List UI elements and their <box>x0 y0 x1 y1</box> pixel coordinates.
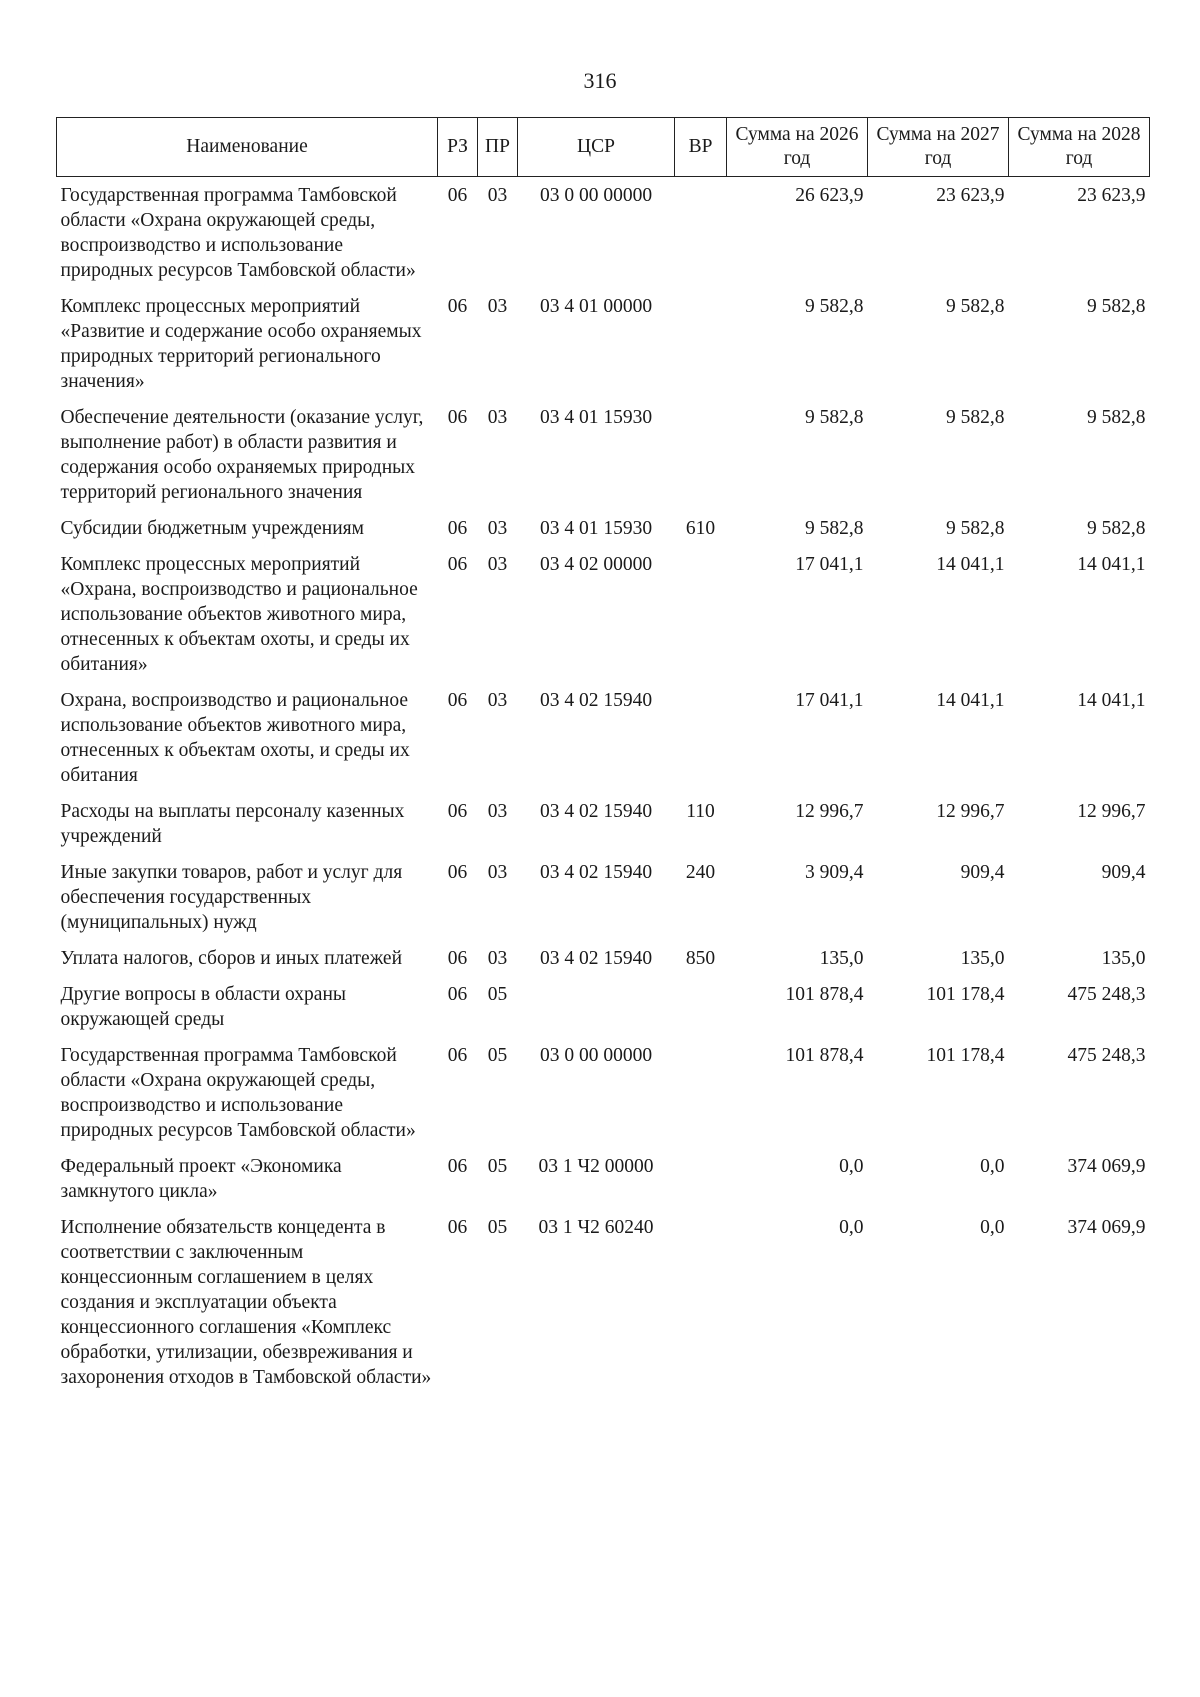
row-sum-2026: 17 041,1 <box>795 554 864 575</box>
row-vr <box>675 177 727 289</box>
row-vr: 850 <box>685 948 716 969</box>
budget-table <box>56 117 1150 1395</box>
row-pr: 05 <box>487 1045 508 1066</box>
row-sum-2027: 9 582,8 <box>946 296 1005 317</box>
row-name: Комплекс процессных мероприятий «Развитие и содержание особо охраняемых природных территорий регионального значения» <box>60 296 422 392</box>
row-sum-2027: 14 041,1 <box>936 690 1005 711</box>
row-rz: 06 <box>447 407 468 428</box>
row-sum-2028: 909,4 <box>1101 862 1146 883</box>
row-csr: 03 0 00 00000 <box>539 185 653 206</box>
row-pr: 03 <box>487 948 508 969</box>
row-sum-2027: 135,0 <box>960 948 1005 969</box>
table-row <box>57 546 1150 682</box>
row-name: Уплата налогов, сборов и иных платежей <box>60 948 403 969</box>
row-sum-2026: 3 909,4 <box>805 862 864 883</box>
row-rz: 06 <box>447 518 468 539</box>
row-csr: 03 4 02 15940 <box>539 948 653 969</box>
row-pr: 03 <box>487 862 508 883</box>
row-csr: 03 1 Ч2 60240 <box>538 1217 654 1238</box>
row-sum-2027: 101 178,4 <box>926 1045 1005 1066</box>
row-name: Исполнение обязательств концедента в соответствии с заключенным концессионным соглашением в целях создания и эксплуатации объекта концессионного соглашения «Комплекс обработки, утилизации, обезвреживания и захоронения отходов в Тамбовской области» <box>60 1217 432 1388</box>
row-sum-2027: 101 178,4 <box>926 984 1005 1005</box>
row-pr: 03 <box>487 518 508 539</box>
row-csr: 03 4 01 00000 <box>539 296 653 317</box>
row-sum-2028: 9 582,8 <box>1087 407 1146 428</box>
row-sum-2028: 9 582,8 <box>1087 518 1146 539</box>
row-vr <box>675 1037 727 1148</box>
row-sum-2026: 12 996,7 <box>795 801 864 822</box>
row-csr <box>518 976 675 1037</box>
row-sum-2028: 475 248,3 <box>1067 984 1146 1005</box>
row-sum-2027: 0,0 <box>980 1156 1005 1177</box>
row-vr: 110 <box>686 801 715 822</box>
row-csr: 03 4 01 15930 <box>539 518 653 539</box>
row-sum-2028: 374 069,9 <box>1067 1156 1146 1177</box>
row-sum-2026: 9 582,8 <box>805 407 864 428</box>
row-name: Другие вопросы в области охраны окружающей среды <box>60 984 346 1030</box>
row-sum-2028: 9 582,8 <box>1087 296 1146 317</box>
row-rz: 06 <box>447 984 468 1005</box>
row-rz: 06 <box>447 801 468 822</box>
row-name: Обеспечение деятельности (оказание услуг, выполнение работ) в области развития и содержания особо охраняемых природных территорий регионального значения <box>60 407 424 503</box>
row-vr <box>675 546 727 682</box>
header-sum-2027: Сумма на 2027 год <box>868 118 1009 177</box>
row-rz: 06 <box>447 862 468 883</box>
row-csr: 03 4 02 15940 <box>539 690 653 711</box>
row-pr: 03 <box>487 407 508 428</box>
row-rz: 06 <box>447 1156 468 1177</box>
row-csr: 03 4 02 15940 <box>539 862 653 883</box>
row-rz: 06 <box>447 948 468 969</box>
row-sum-2027: 909,4 <box>960 862 1005 883</box>
row-vr <box>675 682 727 793</box>
table-row <box>57 1148 1150 1209</box>
row-sum-2027: 0,0 <box>980 1217 1005 1238</box>
row-rz: 06 <box>447 690 468 711</box>
table-header-row <box>57 118 1150 177</box>
row-sum-2028: 14 041,1 <box>1077 554 1146 575</box>
row-pr: 05 <box>487 984 508 1005</box>
row-sum-2028: 12 996,7 <box>1077 801 1146 822</box>
table-row <box>57 288 1150 399</box>
table-row <box>57 510 1150 546</box>
row-sum-2026: 0,0 <box>839 1156 864 1177</box>
table-row <box>57 793 1150 854</box>
row-sum-2027: 14 041,1 <box>936 554 1005 575</box>
row-sum-2026: 135,0 <box>819 948 864 969</box>
row-vr: 240 <box>685 862 716 883</box>
row-sum-2026: 101 878,4 <box>785 1045 864 1066</box>
row-name: Субсидии бюджетным учреждениям <box>60 518 364 539</box>
header-vr: ВР <box>675 118 727 177</box>
page-number: 316 <box>583 68 617 93</box>
row-pr: 03 <box>487 801 508 822</box>
row-vr <box>675 1148 727 1209</box>
header-sum-2028: Сумма на 2028 год <box>1009 118 1150 177</box>
row-sum-2028: 374 069,9 <box>1067 1217 1146 1238</box>
row-csr: 03 0 00 00000 <box>539 1045 653 1066</box>
row-rz: 06 <box>447 296 468 317</box>
row-sum-2026: 26 623,9 <box>795 185 864 206</box>
row-csr: 03 4 02 15940 <box>539 801 653 822</box>
table-row <box>57 940 1150 976</box>
row-sum-2028: 14 041,1 <box>1077 690 1146 711</box>
table-row <box>57 177 1150 289</box>
table-row <box>57 399 1150 510</box>
row-vr <box>675 976 727 1037</box>
row-rz: 06 <box>447 1217 468 1238</box>
row-sum-2027: 9 582,8 <box>946 407 1005 428</box>
row-vr <box>675 1209 727 1395</box>
row-sum-2027: 9 582,8 <box>946 518 1005 539</box>
row-name: Расходы на выплаты персоналу казенных учреждений <box>60 801 405 847</box>
table-row <box>57 976 1150 1037</box>
row-name: Федеральный проект «Экономика замкнутого цикла» <box>60 1156 342 1202</box>
row-name: Иные закупки товаров, работ и услуг для обеспечения государственных (муниципальных) нужд <box>60 862 403 933</box>
table-row <box>57 1209 1150 1395</box>
row-csr: 03 4 01 15930 <box>539 407 653 428</box>
row-sum-2028: 23 623,9 <box>1077 185 1146 206</box>
table-row <box>57 854 1150 940</box>
row-name: Государственная программа Тамбовской области «Охрана окружающей среды, воспроизводство и использование природных ресурсов Тамбовской области» <box>60 185 416 281</box>
row-pr: 05 <box>487 1156 508 1177</box>
row-sum-2028: 475 248,3 <box>1067 1045 1146 1066</box>
row-rz: 06 <box>447 185 468 206</box>
row-sum-2026: 0,0 <box>839 1217 864 1238</box>
row-vr: 610 <box>685 518 716 539</box>
row-sum-2028: 135,0 <box>1101 948 1146 969</box>
row-sum-2026: 101 878,4 <box>785 984 864 1005</box>
row-vr <box>675 288 727 399</box>
table-row <box>57 1037 1150 1148</box>
row-name: Охрана, воспроизводство и рациональное использование объектов животного мира, отнесенных к объектам охоты, и среды их обитания <box>60 690 410 786</box>
row-vr <box>675 399 727 510</box>
header-pr: ПР <box>478 118 518 177</box>
row-rz: 06 <box>447 1045 468 1066</box>
row-pr: 05 <box>487 1217 508 1238</box>
row-pr: 03 <box>487 185 508 206</box>
header-sum-2026: Сумма на 2026 год <box>727 118 868 177</box>
row-pr: 03 <box>487 296 508 317</box>
row-sum-2026: 17 041,1 <box>795 690 864 711</box>
row-name: Государственная программа Тамбовской области «Охрана окружающей среды, воспроизводство и использование природных ресурсов Тамбовской области» <box>60 1045 416 1141</box>
row-name: Комплекс процессных мероприятий «Охрана, воспроизводство и рациональное использование объектов животного мира, отнесенных к объектам охоты, и среды их обитания» <box>60 554 418 675</box>
table-row <box>57 682 1150 793</box>
header-name: Наименование <box>57 118 438 177</box>
row-sum-2026: 9 582,8 <box>805 518 864 539</box>
row-csr: 03 1 Ч2 00000 <box>538 1156 654 1177</box>
header-csr: ЦСР <box>518 118 675 177</box>
row-pr: 03 <box>487 554 508 575</box>
row-rz: 06 <box>447 554 468 575</box>
row-pr: 03 <box>487 690 508 711</box>
row-sum-2027: 12 996,7 <box>936 801 1005 822</box>
row-csr: 03 4 02 00000 <box>539 554 653 575</box>
row-sum-2027: 23 623,9 <box>936 185 1005 206</box>
header-rz: РЗ <box>438 118 478 177</box>
row-sum-2026: 9 582,8 <box>805 296 864 317</box>
